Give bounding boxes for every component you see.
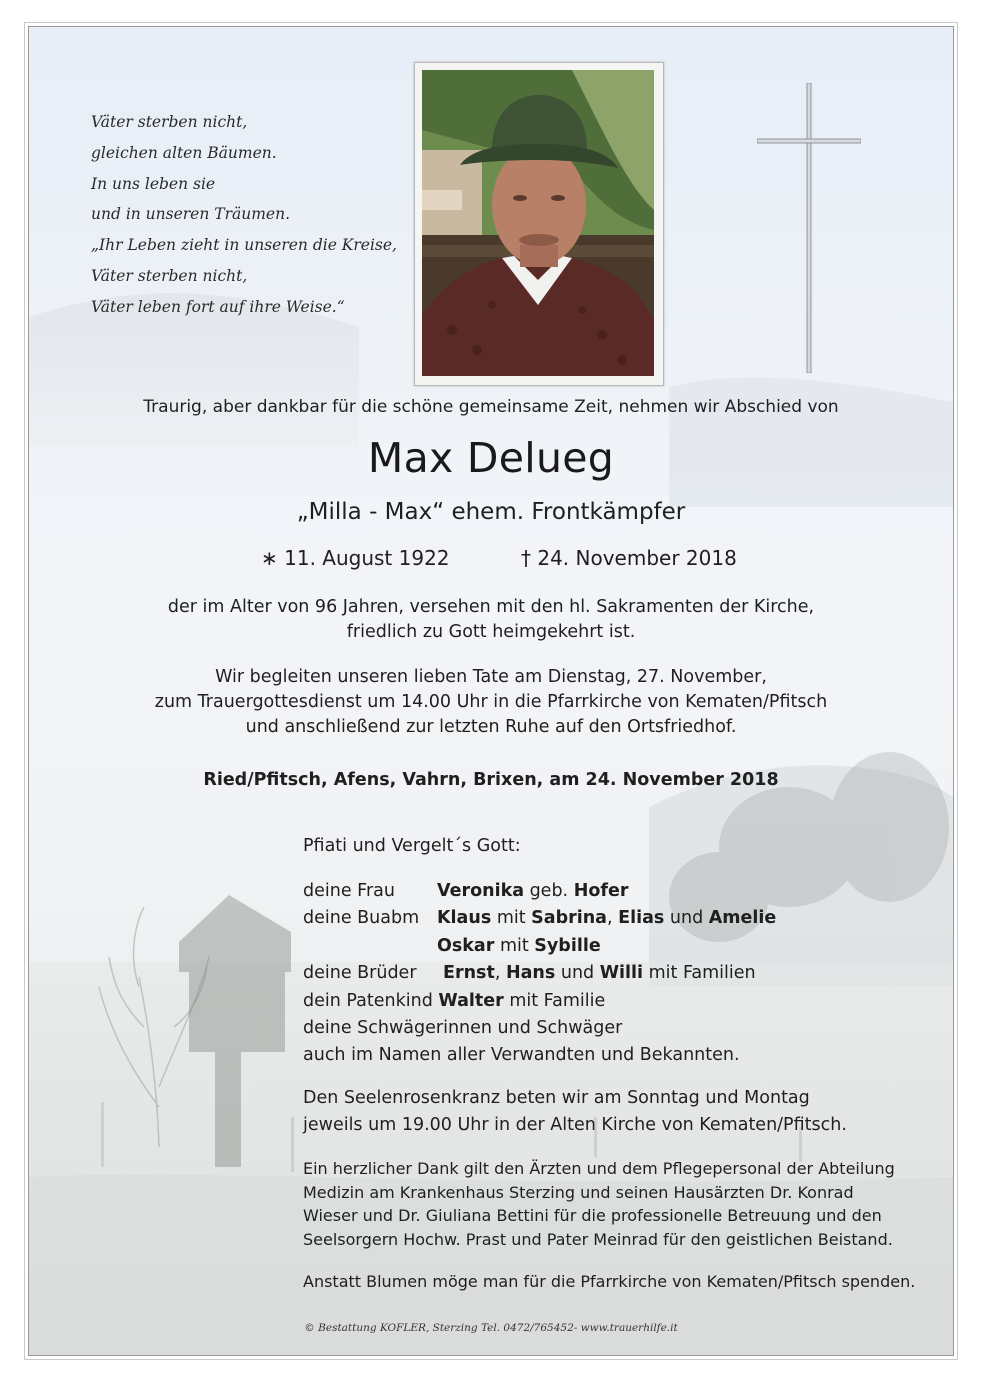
family-name: Sabrina [531, 908, 607, 929]
paragraph-line: friedlich zu Gott heimgekehrt ist. [346, 622, 636, 642]
family-names [437, 878, 628, 905]
relation-label: dein Patenkind [303, 990, 433, 1011]
family-name: Willi [599, 963, 644, 984]
name-tail: mit Familien [643, 963, 756, 984]
family-name: Sybille [534, 935, 601, 956]
acknowledgement-line: Ein herzlicher Dank gilt den Ärzten und dem Pflegepersonal der Abteilung [303, 1159, 895, 1178]
poem-line: Väter sterben nicht, [91, 113, 248, 131]
paragraph-line: zum Trauergottesdienst um 14.00 Uhr in die Pfarrkirche von Kematen/Pfitsch [154, 692, 828, 712]
deceased-nickname: „Milla - Max“ ehem. Frontkämpfer [296, 499, 686, 525]
flowers-notice: Anstatt Blumen möge man für die Pfarrkirche von Kematen/Pfitsch spenden. [303, 1272, 916, 1291]
family-row-sons [303, 905, 777, 932]
name-tail: mit Familie [503, 990, 606, 1011]
family-row-wife [303, 878, 740, 905]
passing-paragraph [29, 595, 953, 645]
paragraph-line: der im Alter von 96 Jahren, versehen mit den hl. Sakramenten der Kirche, [167, 597, 815, 617]
family-name: Klaus [437, 908, 492, 929]
name-joiner: , [494, 963, 506, 984]
rosary-line: jeweils um 19.00 Uhr in der Alten Kirche von Kematen/Pfitsch. [303, 1115, 847, 1135]
family-names [443, 960, 756, 987]
name-joiner: und [664, 908, 709, 929]
relation-label: deine Buabm [303, 908, 420, 929]
acknowledgement-line: Medizin am Krankenhaus Sterzing und seinen Hausärzten Dr. Konrad [303, 1182, 854, 1202]
acknowledgement-line: Seelsorgern Hochw. Prast und Pater Meinrad für den geistlichen Beistand. [303, 1229, 893, 1249]
poem-line: und in unseren Träumen. [91, 205, 291, 224]
family-name: Elias [618, 908, 665, 929]
family-name: Ernst [443, 963, 495, 984]
paragraph-line: Wir begleiten unseren lieben Tate am Dienstag, 27. November, [215, 667, 767, 687]
paragraph-line: und anschließend zur letzten Ruhe auf den Ortsfriedhof. [245, 717, 737, 737]
name-joiner: geb. [524, 881, 574, 901]
family-name: Hofer [573, 881, 629, 901]
acknowledgement-line: Wieser und Dr. Giuliana Bettini für die professionelle Betreuung und den [303, 1206, 882, 1225]
cross-icon [757, 83, 861, 373]
name-joiner: mit [494, 935, 535, 956]
family-names [437, 905, 776, 932]
birth-date: ∗ 11. August 1922 [261, 546, 450, 570]
death-date: † 24. November 2018 [521, 546, 737, 570]
family-name: Walter [438, 990, 504, 1011]
poem-line: Väter sterben nicht, [91, 266, 248, 285]
family-names [437, 933, 601, 960]
poem-line: gleichen alten Bäumen. [91, 143, 277, 162]
portrait-photo-frame [414, 62, 664, 386]
name-joiner: und [555, 963, 600, 984]
family-name: Oskar [437, 935, 495, 956]
poem-line: „Ihr Leben zieht in unseren die Kreise, [91, 236, 397, 255]
family-row-inlaws: deine Schwägerinnen und Schwäger [303, 1017, 623, 1038]
place-and-date: Ried/Pfitsch, Afens, Vahrn, Brixen, am 24. November 2018 [203, 770, 779, 790]
portrait-photo [422, 70, 654, 376]
family-row-godchild [303, 988, 740, 1015]
family-list [303, 878, 777, 1070]
relation-label: deine Frau [303, 881, 395, 901]
funeral-home-footer: © Bestattung KOFLER, Sterzing Tel. 0472/765452- www.trauerhilfe.it [304, 1322, 678, 1334]
deceased-name: Max Delueg [367, 434, 615, 482]
poem-line: In uns leben sie [91, 174, 216, 193]
rosary-line: Den Seelenrosenkranz beten wir am Sonntag und Montag [303, 1088, 810, 1108]
relation-label: deine Brüder [303, 963, 417, 984]
poem-line: Väter leben fort auf ihre Weise.“ [91, 297, 345, 316]
intro-text: Traurig, aber dankbar für die schöne gemeinsame Zeit, nehmen wir Abschied von [143, 397, 839, 417]
rosary-notice [303, 1085, 847, 1139]
acknowledgement [303, 1157, 895, 1251]
family-name: Veronika [437, 881, 525, 901]
family-row-sons-2 [303, 933, 740, 960]
family-row-brothers [303, 960, 756, 987]
obituary-card [28, 26, 954, 1356]
poem [91, 107, 397, 323]
family-name: Amelie [708, 908, 777, 929]
family-row-relatives: auch im Namen aller Verwandten und Bekannten. [303, 1045, 740, 1066]
name-joiner: , [607, 908, 619, 929]
name-joiner: mit [491, 908, 532, 929]
thanks-heading: Pfiati und Vergelt´s Gott: [303, 836, 521, 856]
funeral-paragraph [29, 665, 953, 740]
family-name: Hans [505, 963, 556, 984]
